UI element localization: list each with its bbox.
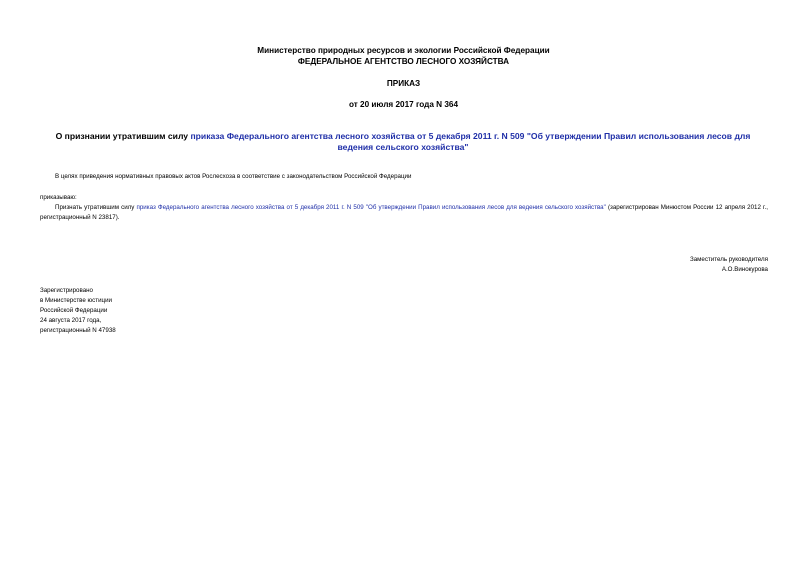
registration-line: Зарегистрировано	[40, 287, 93, 294]
registration-line: Российской Федерации	[40, 307, 108, 314]
registration-block	[40, 286, 116, 336]
signatory-position: Заместитель руководителя	[689, 256, 768, 263]
signature-block	[690, 255, 768, 275]
agency-name: ФЕДЕРАЛЬНОЕ АГЕНТСТВО ЛЕСНОГО ХОЗЯЙСТВА	[297, 57, 510, 66]
registration-line: 24 августа 2017 года,	[40, 317, 102, 324]
document-date-number: от 20 июля 2017 года N 364	[348, 100, 459, 109]
item-link[interactable]: приказ Федерального агентства лесного хозяйства от 5 декабря 2011 г. N 509 "Об утверждении Правил использования лесов для ведения сельского хозяйства"	[136, 204, 606, 211]
document-title	[40, 131, 766, 153]
preamble: В целях приведения нормативных правовых актов Рослесхоза в соответствие с законодательством Российской Федерации	[55, 173, 412, 180]
registration-line: регистрационный N 47938	[40, 327, 116, 334]
registration-line: в Министерстве юстиции	[40, 297, 113, 304]
document-type: ПРИКАЗ	[386, 79, 421, 88]
signatory-name: А.О.Винокурова	[721, 266, 768, 273]
title-prefix: О признании утратившим силу	[55, 131, 191, 141]
item-suffix: (зарегистрирован Минюстом России 12 апреля 2012 г., регистрационный N 23817).	[40, 204, 768, 221]
order-item	[40, 203, 768, 223]
item-prefix: Признать утратившим силу	[55, 204, 137, 211]
ministry-name: Министерство природных ресурсов и экологии Российской Федерации	[257, 46, 550, 55]
order-word: приказываю:	[40, 194, 77, 201]
title-link[interactable]: приказа Федерального агентства лесного хозяйства от 5 декабря 2011 г. N 509 "Об утверждении Правил использования лесов для ведения сельского хозяйства"	[190, 131, 751, 152]
